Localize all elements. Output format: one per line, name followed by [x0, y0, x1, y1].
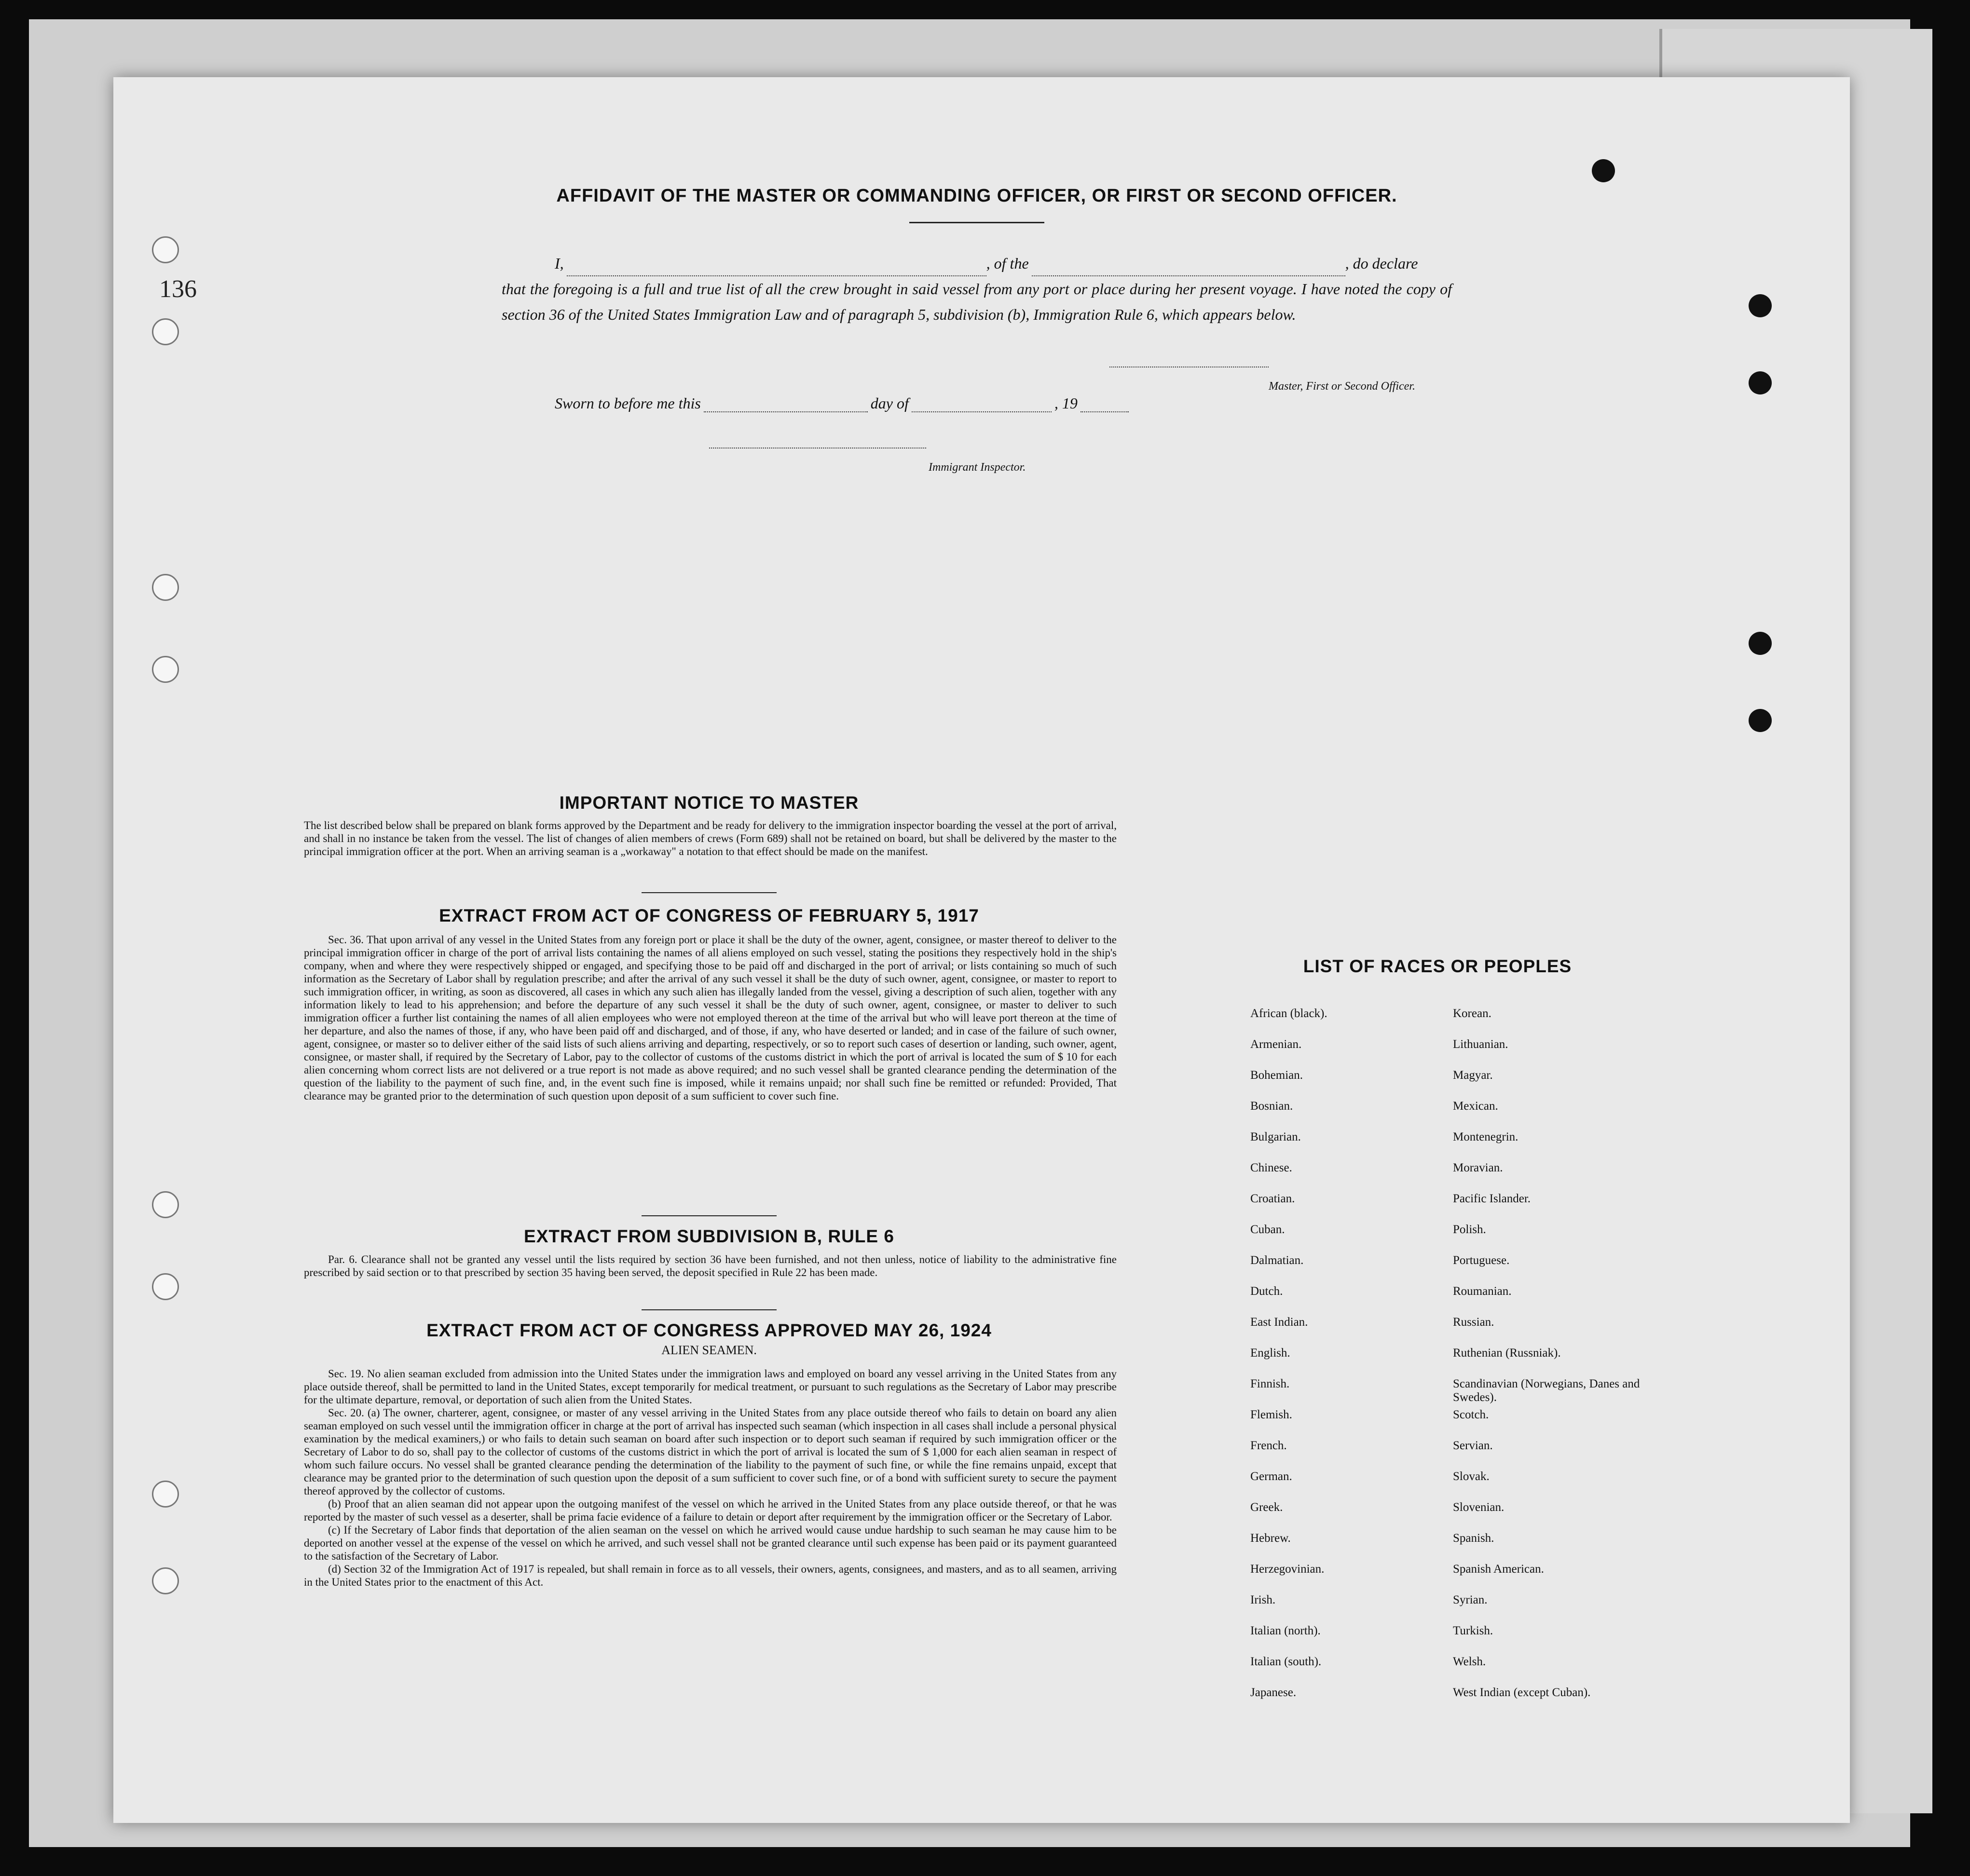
sec-19-text: Sec. 19. No alien seaman excluded from admission into the United States under the immigration laws and employed on board any vessel arriving in the United States from any place outside thereof, shall be permitted to land in the United States, except temporarily for medical treatment, or pursuant to such regulations as the Secretary of Labor may prescribe for the ultimate departure, removal, or deportation of such alien from the United States.: [304, 1368, 1117, 1406]
race-item: Ruthenian (Russniak).: [1453, 1346, 1561, 1359]
binding-hole: [1749, 632, 1772, 655]
year-label: , 19: [1054, 394, 1078, 412]
affidavit-declare: , do declare: [1345, 255, 1418, 272]
inspector-signature-label: Immigrant Inspector.: [929, 461, 1026, 474]
race-item: English.: [1250, 1346, 1290, 1359]
punch-hole: [152, 1191, 179, 1218]
race-item: Greek.: [1250, 1501, 1283, 1514]
binding-hole: [1749, 294, 1772, 317]
race-item: Bosnian.: [1250, 1100, 1293, 1113]
punch-hole: [152, 236, 179, 263]
race-item: Pacific Islander.: [1453, 1192, 1531, 1205]
sec-20c-text: (c) If the Secretary of Labor finds that deportation of the alien seaman on the vessel on which he arrived would cause undue hardship to such seaman he may cause him to be deported on another vessel at the expense of the vessel on which he arrived, and such vessel shall not be granted clearance until such expense has been paid or its payment guaranteed to the satisfaction of the Secretary of Labor.: [304, 1524, 1117, 1562]
punch-hole: [152, 656, 179, 683]
races-right-column: [1453, 1007, 1655, 1717]
punch-hole: [152, 1567, 179, 1594]
section-divider: [642, 892, 777, 893]
extract-1924-subtitle: ALIEN SEAMEN.: [661, 1343, 757, 1357]
sworn-day-blank: [704, 411, 868, 412]
race-item: German.: [1250, 1470, 1292, 1483]
race-item: Japanese.: [1250, 1686, 1297, 1699]
punch-hole: [152, 318, 179, 345]
race-item: Spanish.: [1453, 1532, 1494, 1545]
race-item: Slovenian.: [1453, 1501, 1505, 1514]
race-item: Armenian.: [1250, 1038, 1302, 1051]
extract-1924-body: [304, 1367, 1117, 1589]
section-divider: [642, 1215, 777, 1216]
sec-20d-text: (d) Section 32 of the Immigration Act of 1917 is repealed, but shall remain in force as to all vessels, their owners, agents, consignees, and masters, and as to all seamen, arriving in the United States prior to the enactment of this Act.: [304, 1563, 1117, 1588]
race-item: Slovak.: [1453, 1470, 1490, 1483]
sworn-label: Sworn to before me this: [555, 394, 701, 412]
title-divider: [909, 222, 1044, 223]
punch-hole: [152, 1481, 179, 1508]
binding-hole: [1749, 709, 1772, 732]
race-item: Chinese.: [1250, 1161, 1292, 1174]
binding-hole: [1749, 371, 1772, 394]
race-item: Herzegovinian.: [1250, 1563, 1325, 1576]
race-item: Bohemian.: [1250, 1069, 1303, 1082]
race-item: Moravian.: [1453, 1161, 1503, 1174]
race-item: Scotch.: [1453, 1408, 1489, 1421]
day-of-label: day of: [870, 394, 909, 412]
race-item: East Indian.: [1250, 1316, 1308, 1329]
race-item: Flemish.: [1250, 1408, 1292, 1421]
race-item: French.: [1250, 1439, 1287, 1452]
race-item: Hebrew.: [1250, 1532, 1291, 1545]
race-item: Magyar.: [1453, 1069, 1493, 1082]
notice-text: The list described below shall be prepared on blank forms approved by the Department and be ready for delivery to the immigration inspector boarding the vessel at the port of arrival, and shall in no instance be taken from the vessel. The list of changes of alien members of crews (Form 689) shall not be retained on board, but shall be delivered by the master to the principal immigration officer at the port. When an arriving seaman is a „workaway" a notation to that effect should be made on the manifest.: [304, 819, 1117, 857]
sheet-number: 136: [159, 275, 197, 303]
race-item: Dalmatian.: [1250, 1254, 1304, 1267]
race-item: Welsh.: [1453, 1655, 1486, 1668]
races-left-column: [1250, 1007, 1443, 1717]
race-item: West Indian (except Cuban).: [1453, 1686, 1591, 1699]
master-signature-label: Master, First or Second Officer.: [1269, 380, 1415, 393]
race-item: Bulgarian.: [1250, 1130, 1301, 1143]
sec-20b-text: (b) Proof that an alien seaman did not appear upon the outgoing manifest of the vessel on which he arrived in the United States from any place outside thereof, or that he was reported by the master of such vessel as a deserter, shall be prima facie evidence of a failure to detain or deport after requirement by the immigration officer or the Secretary of Labor.: [304, 1498, 1117, 1523]
extract-rule6-text: Par. 6. Clearance shall not be granted any vessel until the lists required by section 36 have been furnished, and not then unless, notice of liability to the administrative fine prescribed by said section or to that prescribed by section 35 having been served, the deposit specified in Rule 22 has been made.: [304, 1253, 1117, 1278]
section-divider: [642, 1309, 777, 1310]
year-blank: [1081, 411, 1129, 412]
race-item: Russian.: [1453, 1316, 1494, 1329]
affidavit-title: AFFIDAVIT OF THE MASTER OR COMMANDING OFFICER, OR FIRST OR SECOND OFFICER.: [556, 186, 1397, 206]
race-item: Korean.: [1453, 1007, 1491, 1020]
race-item: Lithuanian.: [1453, 1038, 1508, 1051]
race-item: Finnish.: [1250, 1377, 1290, 1390]
extract-1924-title: EXTRACT FROM ACT OF CONGRESS APPROVED MAY 26, 1924: [426, 1320, 992, 1340]
race-item: Roumanian.: [1453, 1285, 1512, 1298]
notice-title: IMPORTANT NOTICE TO MASTER: [559, 793, 859, 813]
race-item: Montenegrin.: [1453, 1130, 1519, 1143]
race-item: Polish.: [1453, 1223, 1486, 1236]
affidavit-of-the: , of the: [986, 255, 1029, 272]
race-item: Italian (north).: [1250, 1624, 1321, 1637]
affidavit-body: that the foregoing is a full and true list of all the crew brought in said vessel from any port or place during her present voyage. I have noted the copy of section 36 of the United States Immigration Law and of paragraph 5, subdivision (b), Immigration Rule 6, which appears below.: [502, 280, 1452, 323]
affidavit-text: [502, 251, 1452, 327]
race-item: Scandinavian (Norwegians, Danes and Swedes).: [1453, 1377, 1640, 1404]
affidavit-i: I,: [555, 255, 564, 272]
race-item: Mexican.: [1453, 1100, 1498, 1113]
sec-20a-text: Sec. 20. (a) The owner, charterer, agent, consignee, or master of any vessel arriving in the United States from any place outside thereof who fails to detain on board any alien seaman employed on such vessel until the immigration officer in charge at the port of arrival has inspected such seaman (which inspection in all cases shall include a personal physical examination by the medical examiners,) or who fails to detain such seaman on board after such inspection or to deport such seaman if required by such immigration officer or the Secretary of Labor to do so, shall pay to the collector of customs of the customs district in which the port of arrival is located the sum of $ 1,000 for each alien seaman in respect of whom such failure occurs. No vessel shall be granted clearance pending the determination of the liability to the payment of such fine, or while the fine remains unpaid, except that clearance may be granted prior to the determination of such question upon the deposit of a sum sufficient to cover such fine, or of a bond with sufficient surety to secure the payment thereof approved by the collector of customs.: [304, 1407, 1117, 1497]
race-item: African (black).: [1250, 1007, 1327, 1020]
binding-hole: [1592, 159, 1615, 182]
punch-hole: [152, 574, 179, 601]
races-title: LIST OF RACES OR PEOPLES: [1303, 956, 1572, 976]
race-item: Dutch.: [1250, 1285, 1283, 1298]
race-item: Spanish American.: [1453, 1563, 1544, 1576]
inspector-signature-line: [709, 448, 926, 449]
race-item: Croatian.: [1250, 1192, 1295, 1205]
extract-1917-title: EXTRACT FROM ACT OF CONGRESS OF FEBRUARY 5, 1917: [439, 906, 979, 925]
race-item: Italian (south).: [1250, 1655, 1322, 1668]
punch-hole: [152, 1273, 179, 1300]
race-item: Turkish.: [1453, 1624, 1493, 1637]
extract-1917-text: Sec. 36. That upon arrival of any vessel in the United States from any foreign port or place it shall be the duty of the owner, agent, consignee, or master thereof to deliver to the principal immigration officer in charge of the port of arrival lists containing the names of all aliens employed on such vessel, stating the positions they respectively hold in the ship's company, when and where they were respectively shipped or engaged, and specifying those to be paid off and discharged in the port of arrival; or lists containing so much of such information as the Secretary of Labor shall by regulation prescribe; and after the arrival of any such vessel it shall be the duty of such owner, agent, consignee, or master to report to such immigration officer, in writing, as soon as discovered, all cases in which any such alien has illegally landed from the vessel, giving a description of such alien, together with any information likely to lead to his apprehension; and before the departure of any such vessel it shall be the duty of such owner, agent, consignee, or master to deliver to such immigration officer a further list containing the names of all alien employees who were not employed thereon at the time of the arrival but who will leave port thereon at the time of her departure, and also the names of those, if any, who have been paid off and discharged, and of those, if any, who have deserted or landed; and in case of the failure of such owner, agent, consignee, or master so to deliver either of the said lists of such aliens arriving and departing, respectively, or so to report such cases of desertion or landing, such owner, agent, consignee, or master shall, if required by the Secretary of Labor, pay to the collector of customs of the customs district in which the port of arrival is located the sum of $ 10 for each alien concerning whom correct lists are not delivered or a true report is not made as above required; and no such vessel shall be granted clearance pending the determination of the question of the liability to the payment of such fine, and, in the event such fine is imposed, while it remains unpaid; nor shall such fine be remitted or refunded: Provided, That clearance may be granted prior to the determination of such question upon deposit of a sum sufficient to cover such fine.: [304, 934, 1117, 1102]
race-item: Servian.: [1453, 1439, 1493, 1452]
sworn-line: [555, 394, 1129, 412]
race-item: Irish.: [1250, 1593, 1276, 1606]
race-item: Portuguese.: [1453, 1254, 1510, 1267]
race-item: Syrian.: [1453, 1593, 1488, 1606]
race-item: Cuban.: [1250, 1223, 1285, 1236]
sworn-month-blank: [912, 411, 1052, 412]
extract-rule6-title: EXTRACT FROM SUBDIVISION B, RULE 6: [524, 1226, 894, 1246]
